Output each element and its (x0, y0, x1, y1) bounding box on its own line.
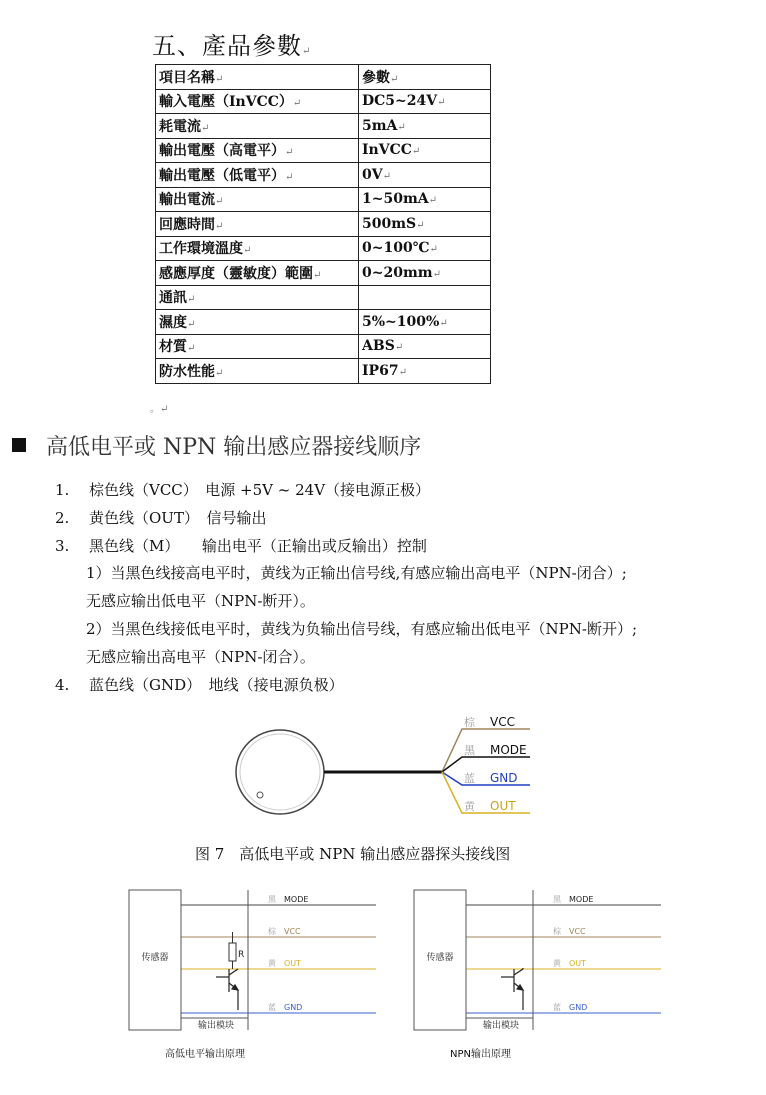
param-value: 0~20mm (362, 264, 433, 281)
param-value: InVCC (362, 142, 412, 159)
param-name: 項目名稱 (159, 69, 215, 86)
module-label: 输出模块 (482, 1021, 520, 1031)
param-name: 輸出電壓（低電平） (159, 167, 285, 184)
line-color-char: 黑 (553, 895, 561, 904)
param-name-cell (156, 261, 359, 286)
paragraph-mark: ↵ (285, 171, 294, 183)
paragraph-mark: ↵ (439, 317, 448, 329)
circuit-caption: NPN输出原理 (450, 1049, 511, 1060)
param-name-cell (156, 236, 359, 261)
wire-label: OUT (490, 799, 516, 813)
param-value: 5%~100% (362, 313, 440, 330)
line-label: MODE (569, 895, 594, 904)
list-item: 3. 黑色线（M） 输出电平（正输出或反输出）控制 (55, 537, 427, 555)
table-row (156, 114, 491, 139)
line-color-char: 蓝 (268, 1003, 276, 1012)
param-name-cell (156, 89, 359, 114)
param-name: 材質 (159, 339, 187, 356)
sensor-label: 传感器 (141, 953, 169, 963)
param-value-cell (359, 114, 491, 139)
wire-label: MODE (490, 743, 527, 757)
line-color-char: 黄 (553, 959, 561, 968)
paragraph-mark: ↵ (432, 268, 441, 280)
line-color-char: 黑 (268, 895, 276, 904)
paragraph-mark: ↵ (437, 97, 446, 109)
param-value-cell (359, 212, 491, 237)
paragraph-mark: ↵ (292, 98, 302, 110)
param-name-cell (156, 187, 359, 212)
table-row (156, 261, 491, 286)
param-name: 防水性能 (159, 363, 215, 380)
wiring-heading: 高低电平或 NPN 输出感应器接线顺序 (12, 430, 421, 461)
paragraph-mark: ↵ (215, 220, 224, 232)
paragraph-mark: ↵ (201, 122, 210, 134)
table-row (156, 65, 491, 90)
note-line: 无感应输出高电平（NPN-闭合）。 (86, 648, 315, 666)
param-value-cell (359, 261, 491, 286)
table-row (156, 187, 491, 212)
wire-color-char: 蓝 (464, 772, 475, 785)
param-value: 0V (362, 166, 383, 183)
param-value-cell (359, 89, 491, 114)
param-value-cell (359, 187, 491, 212)
line-label: MODE (284, 895, 309, 904)
circuit-caption: 高低电平输出原理 (165, 1049, 245, 1060)
param-value: DC5~24V (362, 93, 438, 110)
resistor (229, 943, 236, 961)
line-label: GND (569, 1003, 588, 1012)
paragraph-mark: ↵ (411, 146, 421, 158)
parameter-table (155, 64, 491, 384)
table-row (156, 212, 491, 237)
param-name-cell (156, 359, 359, 384)
param-value: 1~50mA (362, 191, 429, 208)
wire-color-char: 黄 (464, 800, 475, 813)
param-name: 工作環境溫度 (159, 241, 243, 258)
line-label: OUT (569, 959, 587, 968)
resistor-label: R (238, 950, 245, 960)
paragraph-mark: ↵ (398, 366, 407, 378)
table-row (156, 334, 491, 359)
paragraph-mark: ↵ (187, 294, 196, 306)
param-value: 5mA (362, 117, 398, 134)
paragraph-mark: ↵ (313, 269, 322, 281)
table-row (156, 285, 491, 310)
list-item: 2. 黄色线（OUT） 信号输出 (55, 509, 267, 527)
paragraph-mark: ↵ (215, 73, 224, 85)
note-line: 1）当黑色线接高电平时，黄线为正输出信号线,有感应输出高电平（NPN-闭合）; (86, 564, 627, 582)
table-row (156, 310, 491, 335)
paragraph-mark: ↵ (428, 195, 438, 207)
transistor-icon (501, 968, 523, 1010)
paragraph-mark: ↵ (243, 245, 252, 257)
line-color-char: 黄 (268, 959, 276, 968)
figure-caption: 图 7 高低电平或 NPN 输出感应器探头接线图 (195, 845, 511, 863)
param-name-cell (156, 65, 359, 90)
wire-line (442, 757, 530, 772)
note-line: 无感应输出低电平（NPN-断开）。 (86, 592, 315, 610)
param-value-cell (359, 310, 491, 335)
param-value-cell (359, 138, 491, 163)
param-value-cell (359, 65, 491, 90)
param-value-cell (359, 285, 491, 310)
param-name-cell (156, 334, 359, 359)
param-name: 輸入電壓（InVCC） (159, 94, 293, 111)
wire-color-char: 棕 (464, 716, 475, 729)
param-name: 回應時間 (159, 216, 215, 233)
list-item: 4. 蓝色线（GND） 地线（接电源负极） (55, 676, 344, 694)
paragraph-mark: ↵ (215, 367, 224, 379)
param-name: 輸出電壓（高電平） (159, 143, 285, 160)
param-name-cell (156, 285, 359, 310)
wire-label: GND (490, 771, 518, 785)
list-item: 1. 棕色线（VCC） 电源 +5V ~ 24V（接电源正极） (55, 481, 431, 499)
wire-label: VCC (490, 715, 515, 729)
table-row (156, 89, 491, 114)
probe-wiring-diagram (230, 715, 540, 825)
param-value-cell (359, 334, 491, 359)
param-value-cell (359, 236, 491, 261)
param-value: 0~100℃ (362, 240, 430, 257)
paragraph-mark: ↵ (390, 73, 399, 85)
param-name: 通訊 (159, 290, 187, 307)
paragraph-mark: ↵ (394, 342, 404, 354)
transistor-icon (216, 969, 238, 1010)
sensor-label: 传感器 (426, 953, 454, 963)
paragraph-mark: ↵ (416, 219, 425, 231)
paragraph-mark: ↵ (215, 196, 224, 208)
param-name-cell (156, 212, 359, 237)
param-name-cell (156, 114, 359, 139)
param-name: 輸出電流 (159, 192, 215, 209)
line-label: OUT (284, 959, 302, 968)
param-name-cell (156, 138, 359, 163)
line-color-char: 棕 (268, 927, 276, 936)
param-name-cell (156, 310, 359, 335)
paragraph-mark: ↵ (187, 343, 196, 355)
table-row (156, 236, 491, 261)
probe-body (236, 730, 324, 814)
table-row (156, 163, 491, 188)
paragraph-mark: ↵ (382, 170, 391, 182)
square-bullet-icon (12, 438, 26, 452)
paragraph-mark: ↵ (397, 121, 406, 133)
param-name: 感應厚度（靈敏度）範圍 (159, 265, 313, 282)
high-low-output-circuit (128, 885, 378, 1035)
section-title: 五、產品參數↵ (152, 32, 312, 60)
line-color-char: 棕 (553, 927, 561, 936)
param-value: 參數 (362, 69, 390, 86)
paragraph-mark: 。↵ (150, 404, 169, 415)
param-value: 500mS (362, 215, 417, 232)
table-row (156, 138, 491, 163)
paragraph-mark: ↵ (285, 147, 294, 159)
param-name: 耗電流 (159, 118, 201, 135)
line-color-char: 蓝 (553, 1003, 561, 1012)
line-label: VCC (284, 927, 301, 936)
module-label: 输出模块 (197, 1021, 235, 1031)
line-label: GND (284, 1003, 303, 1012)
param-value-cell (359, 163, 491, 188)
wire-color-char: 黑 (464, 744, 475, 757)
param-value: ABS (362, 338, 395, 355)
note-line: 2）当黑色线接低电平时，黄线为负输出信号线，有感应输出低电平（NPN-断开）; (86, 620, 638, 638)
npn-output-circuit (413, 885, 663, 1035)
param-name: 濕度 (159, 314, 187, 331)
param-value: IP67 (362, 362, 399, 379)
param-name-cell (156, 163, 359, 188)
line-label: VCC (569, 927, 586, 936)
table-row (156, 359, 491, 384)
param-value-cell (359, 359, 491, 384)
paragraph-mark: ↵ (429, 244, 438, 256)
paragraph-mark: ↵ (187, 318, 196, 330)
